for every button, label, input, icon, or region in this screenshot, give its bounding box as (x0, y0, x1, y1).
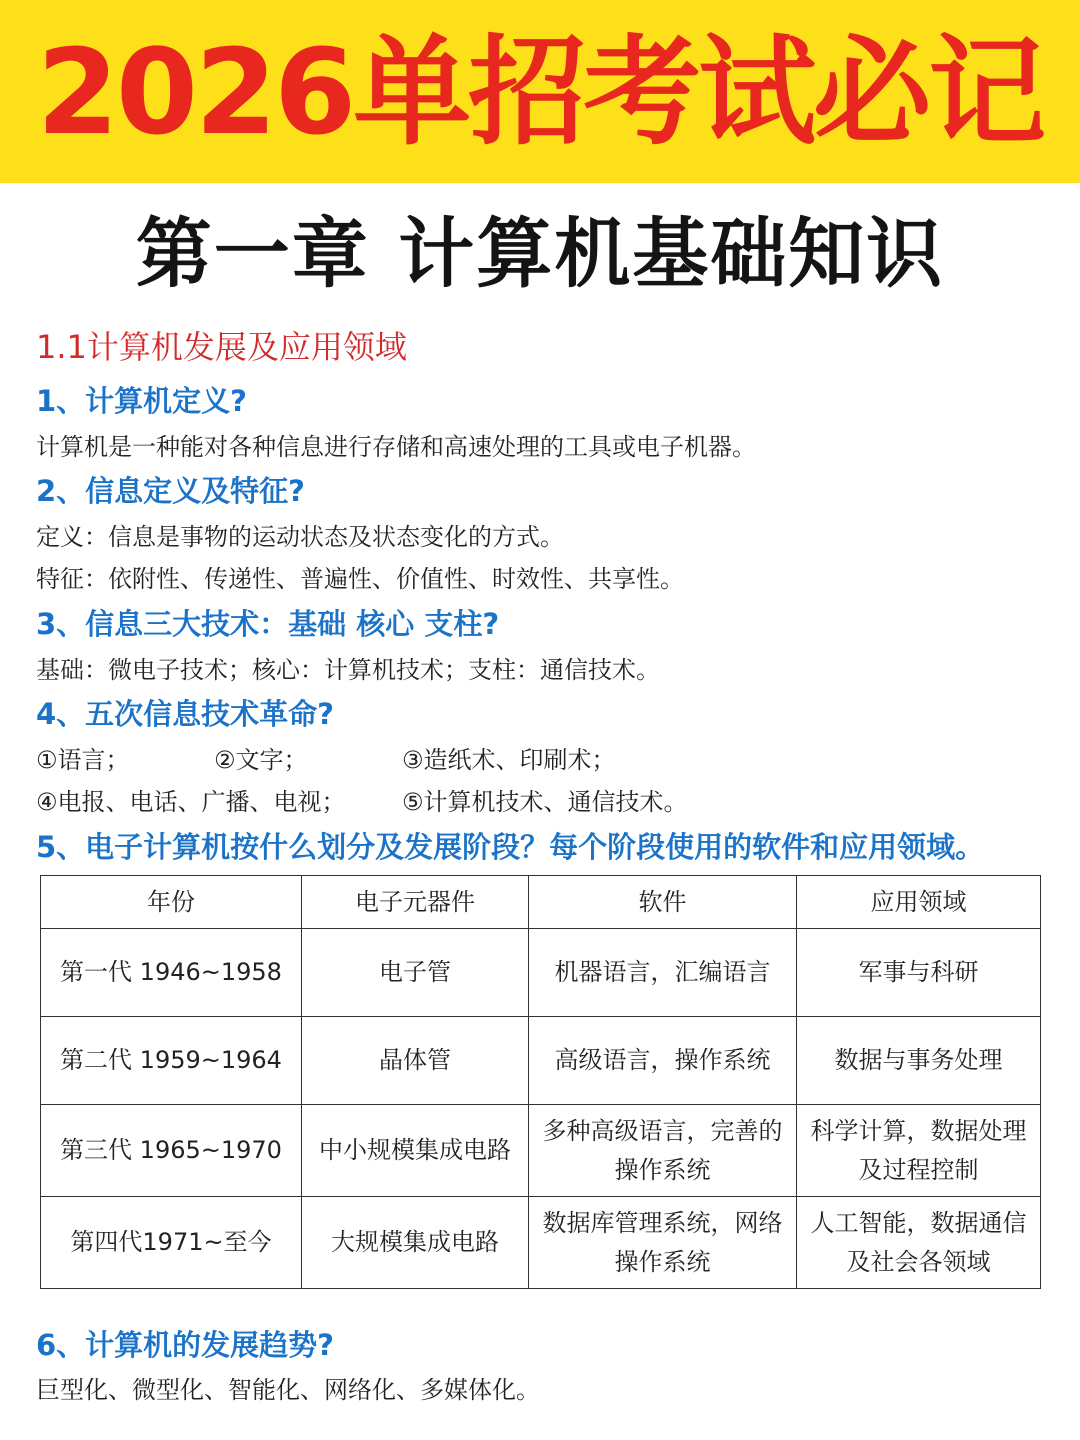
revolution-item: ⑤计算机技术、通信技术。 (402, 788, 688, 816)
table-cell: 第一代 1946~1958 (41, 929, 302, 1017)
banner-title: 2026单招考试必记 (36, 22, 1044, 161)
table-cell: 晶体管 (302, 1017, 529, 1105)
revolution-item: ①语言； (36, 746, 130, 774)
title-banner (0, 0, 1080, 183)
answer-2-features: 特征：依附性、传递性、普遍性、价值性、时效性、共享性。 (36, 565, 684, 593)
table-cell: 数据库管理系统，网络操作系统 (529, 1197, 797, 1289)
question-3: 3、信息三大技术：基础 核心 支柱? (36, 607, 500, 641)
table-cell: 中小规模集成电路 (302, 1105, 529, 1197)
answer-2-definition: 定义：信息是事物的运动状态及状态变化的方式。 (36, 523, 564, 551)
table-cell: 第四代1971~至今 (41, 1197, 302, 1289)
table-cell: 高级语言，操作系统 (529, 1017, 797, 1105)
answer-1: 计算机是一种能对各种信息进行存储和高速处理的工具或电子机器。 (36, 433, 756, 461)
question-6: 6、计算机的发展趋势? (36, 1328, 335, 1362)
table-header-row (41, 876, 1041, 929)
chapter-title: 第一章 计算机基础知识 (135, 209, 945, 298)
table-cell: 第三代 1965~1970 (41, 1105, 302, 1197)
table-cell: 军事与科研 (797, 929, 1041, 1017)
answer-6: 巨型化、微型化、智能化、网络化、多媒体化。 (36, 1376, 540, 1404)
revolution-item: ②文字； (214, 746, 308, 774)
header-cell: 应用领域 (797, 876, 1041, 929)
revolution-item: ③造纸术、印刷术； (402, 746, 616, 774)
table-cell: 数据与事务处理 (797, 1017, 1041, 1105)
table-row (41, 1105, 1041, 1197)
question-2: 2、信息定义及特征? (36, 474, 306, 508)
section-title: 1.1计算机发展及应用领域 (36, 328, 407, 366)
question-1: 1、计算机定义? (36, 384, 248, 418)
answer-3: 基础：微电子技术；核心：计算机技术；支柱：通信技术。 (36, 656, 660, 684)
table-cell: 多种高级语言，完善的操作系统 (529, 1105, 797, 1197)
table-cell: 电子管 (302, 929, 529, 1017)
header-cell: 软件 (529, 876, 797, 929)
table-row (41, 1197, 1041, 1289)
question-4: 4、五次信息技术革命? (36, 697, 335, 731)
table-cell: 科学计算，数据处理及过程控制 (797, 1105, 1041, 1197)
revolution-item: ④电报、电话、广播、电视； (36, 788, 346, 816)
header-cell: 年份 (41, 876, 302, 929)
table-cell: 第二代 1959~1964 (41, 1017, 302, 1105)
table-cell: 大规模集成电路 (302, 1197, 529, 1289)
generations-table (40, 875, 1041, 1289)
question-5: 5、电子计算机按什么划分及发展阶段？每个阶段使用的软件和应用领域。 (36, 830, 985, 864)
header-cell: 电子元器件 (302, 876, 529, 929)
table-row (41, 929, 1041, 1017)
table-cell: 机器语言，汇编语言 (529, 929, 797, 1017)
table-cell: 人工智能，数据通信及社会各领域 (797, 1197, 1041, 1289)
table-row (41, 1017, 1041, 1105)
